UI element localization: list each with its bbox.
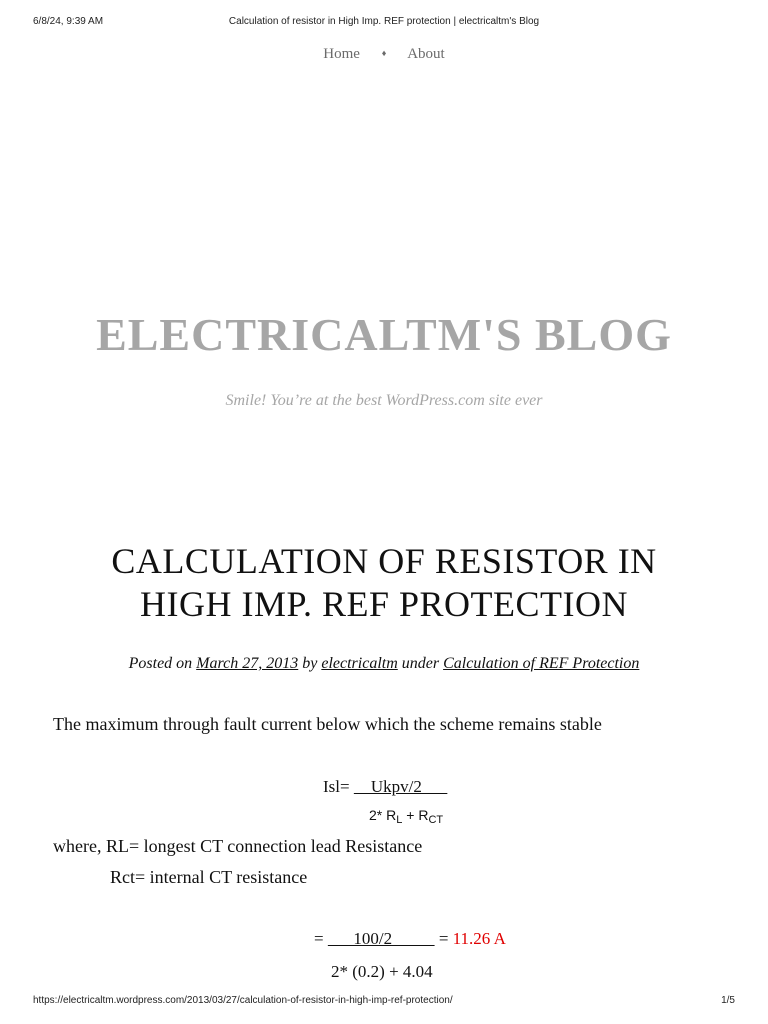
where-line-rl: where, RL= longest CT connection lead Resistance — [53, 836, 423, 856]
print-url: https://electricaltm.wordpress.com/2013/03/27/calculation-of-resistor-in-high-imp-ref-protection/ — [33, 995, 453, 1006]
formula-isl-lhs: Isl= — [323, 777, 350, 796]
denominator-mid: + R — [402, 807, 429, 823]
post-title — [0, 540, 768, 626]
post-category-link[interactable]: Calculation of REF Protection — [443, 655, 640, 672]
meta-under: under — [401, 655, 440, 672]
denominator-sub-l: L — [396, 814, 403, 826]
where-line-rct: Rct= internal CT resistance — [110, 867, 308, 887]
post-date-link[interactable]: March 27, 2013 — [196, 655, 299, 672]
meta-posted-on: Posted on — [128, 655, 193, 672]
print-document-title: Calculation of resistor in High Imp. REF protection | electricaltm's Blog — [228, 16, 540, 27]
formula-isl — [323, 777, 447, 797]
print-header — [0, 16, 768, 30]
nav-about-link[interactable]: About — [407, 46, 445, 62]
print-page-number: 1/5 — [721, 995, 735, 1006]
formula-result-lhs: = — [314, 929, 324, 948]
post-meta — [0, 655, 768, 673]
nav-separator-icon: ♦ — [381, 48, 387, 58]
formula-result-equals: = — [434, 929, 453, 948]
post-author-link[interactable]: electricaltm — [321, 655, 398, 672]
nav-home-link[interactable]: Home — [323, 46, 360, 62]
site-tagline: Smile! You’re at the best WordPress.com site ever — [225, 392, 543, 409]
formula-result-value: 11.26 A — [452, 929, 506, 948]
formula-isl-denominator — [369, 807, 443, 826]
post-title-line-2: HIGH IMP. REF PROTECTION — [139, 584, 629, 624]
print-datetime: 6/8/24, 9:39 AM — [33, 16, 104, 27]
print-footer — [0, 995, 768, 1009]
meta-by: by — [302, 655, 318, 672]
formula-isl-numerator: Ukpv/2 — [353, 777, 448, 796]
post-title-line-1: CALCULATION OF RESISTOR IN — [111, 541, 657, 581]
site-title[interactable]: ELECTRICALTM'S BLOG — [96, 309, 672, 360]
formula-result-numerator: 100/2 — [327, 929, 435, 948]
denominator-sub-ct: CT — [428, 814, 444, 826]
formula-result-denominator: 2* (0.2) + 4.04 — [331, 962, 433, 981]
main-nav — [0, 46, 768, 63]
denominator-prefix: 2* R — [369, 807, 397, 823]
post-paragraph: The maximum through fault current below which the scheme remains stable — [53, 714, 602, 734]
formula-result — [314, 929, 506, 949]
